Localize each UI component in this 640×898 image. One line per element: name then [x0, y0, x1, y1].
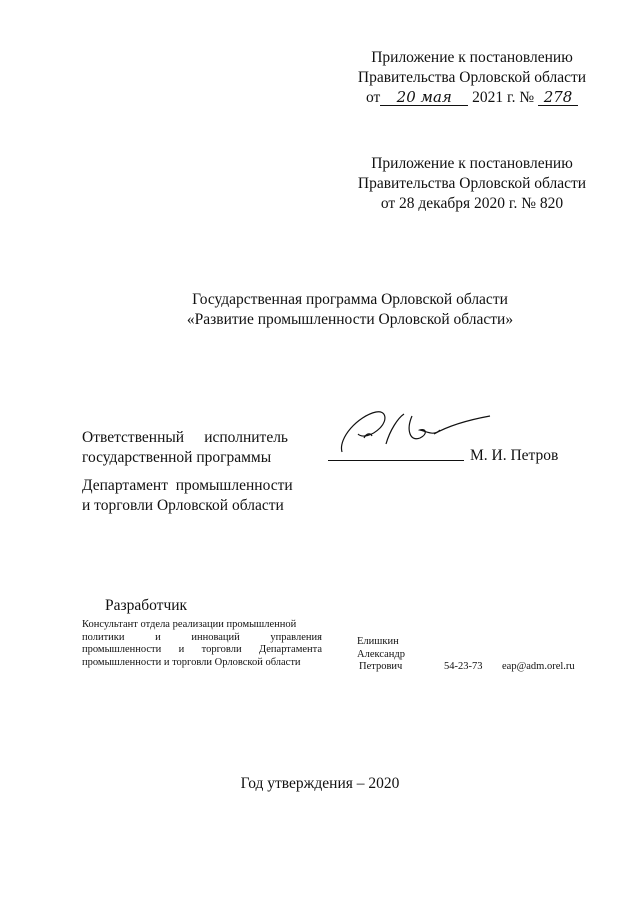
developer-position-line3: промышленности и торговли Департамента: [82, 644, 322, 655]
developer-name-line2: Александр: [357, 648, 405, 660]
responsible-label-line1: [82, 428, 288, 448]
developer-heading: Разработчик: [105, 597, 188, 614]
appendix-original-line3: от 28 декабря 2020 г. № 820: [380, 195, 564, 212]
developer-email: eap@adm.orel.ru: [502, 661, 575, 672]
department-line2: и торговли Орловской области: [82, 497, 284, 514]
responsible-word2: исполнитель: [204, 429, 288, 446]
approval-year: Год утверждения – 2020: [240, 775, 400, 792]
appendix-current-date-line: [352, 88, 592, 108]
developer-name: [357, 636, 405, 674]
developer-name-line1: Елишкин: [357, 636, 399, 647]
signature-line: [328, 460, 464, 461]
appendix-original-line1: Приложение к постановлению: [371, 155, 573, 172]
developer-position-line4: промышленности и торговли Орловской области: [82, 656, 301, 668]
responsible-label-line2: государственной программы: [82, 449, 272, 466]
date-suffix: 2021 г. №: [472, 89, 535, 106]
developer-position: [82, 619, 322, 669]
program-title: [150, 290, 550, 330]
responsible-word1: Ответственный: [82, 429, 185, 446]
department-line1: Департамент промышленности: [82, 477, 293, 494]
appendix-original-line2: Правительства Орловской области: [357, 175, 587, 192]
developer-name-line3: Петрович: [359, 661, 403, 672]
developer-phone: 54-23-73: [444, 661, 483, 672]
appendix-original: [352, 154, 592, 214]
program-title-line1: Государственная программа Орловской области: [192, 291, 508, 308]
handwritten-date: 20 мая: [380, 89, 468, 106]
appendix-current: [352, 48, 592, 108]
developer-position-line2: политики и инноваций управления: [82, 631, 322, 643]
program-title-line2: «Развитие промышленности Орловской области»: [186, 311, 514, 328]
date-prefix: от: [365, 89, 381, 106]
appendix-current-line2: Правительства Орловской области: [357, 69, 587, 86]
developer-position-line1: Консультант отдела реализации промышленной: [82, 619, 297, 630]
handwritten-number: 278: [538, 89, 578, 106]
signer-name: М. И. Петров: [470, 447, 559, 464]
appendix-current-line1: Приложение к постановлению: [371, 49, 573, 66]
department: [82, 476, 293, 516]
responsible-label: [82, 428, 288, 468]
